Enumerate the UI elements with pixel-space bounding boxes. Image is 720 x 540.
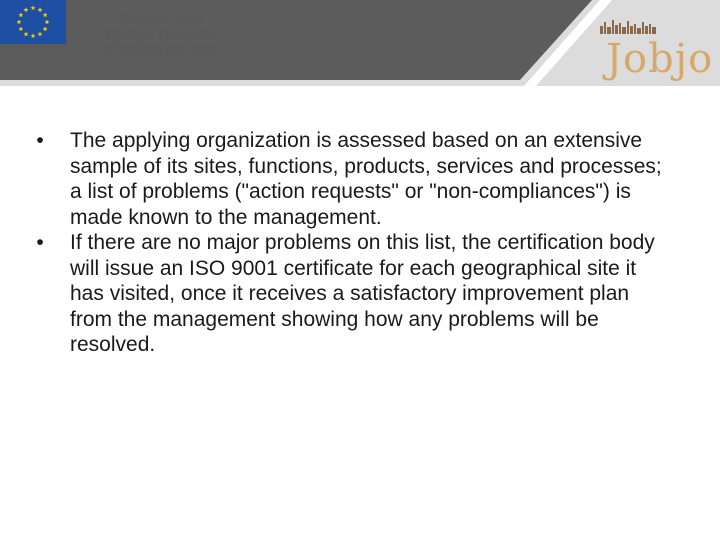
skyline-icon bbox=[600, 18, 660, 34]
bullet-text: The applying organization is assessed based on an extensive sample of its sites, functions, products, services and processes; a list of problems ("action requests" or "non-compliances") is made known to the management. bbox=[70, 129, 662, 229]
brand-logo bbox=[600, 18, 714, 88]
eu-funding-line-1: Co-funded by the bbox=[118, 13, 204, 25]
eu-flag-icon bbox=[0, 0, 66, 44]
bullet-dot-icon: • bbox=[36, 129, 44, 152]
eu-funding-line-2: Erasmus+ Programme bbox=[105, 28, 217, 40]
brand-name: Jobjo bbox=[606, 36, 714, 82]
bullet-item bbox=[30, 230, 670, 358]
bullet-list bbox=[30, 128, 670, 358]
bullet-dot-icon: • bbox=[36, 231, 44, 254]
eu-funding-label bbox=[86, 12, 236, 57]
bullet-item bbox=[30, 128, 670, 230]
slide-content bbox=[30, 128, 670, 358]
eu-funding-line-3: of the European Union bbox=[105, 43, 217, 55]
bullet-text: If there are no major problems on this list, the certification body will issue an ISO 9001 certificate for each geographical site it has visited, once it receives a satisfactory improvement plan from the management showing how any problems will be resolved. bbox=[70, 231, 655, 356]
header-banner bbox=[0, 0, 720, 108]
